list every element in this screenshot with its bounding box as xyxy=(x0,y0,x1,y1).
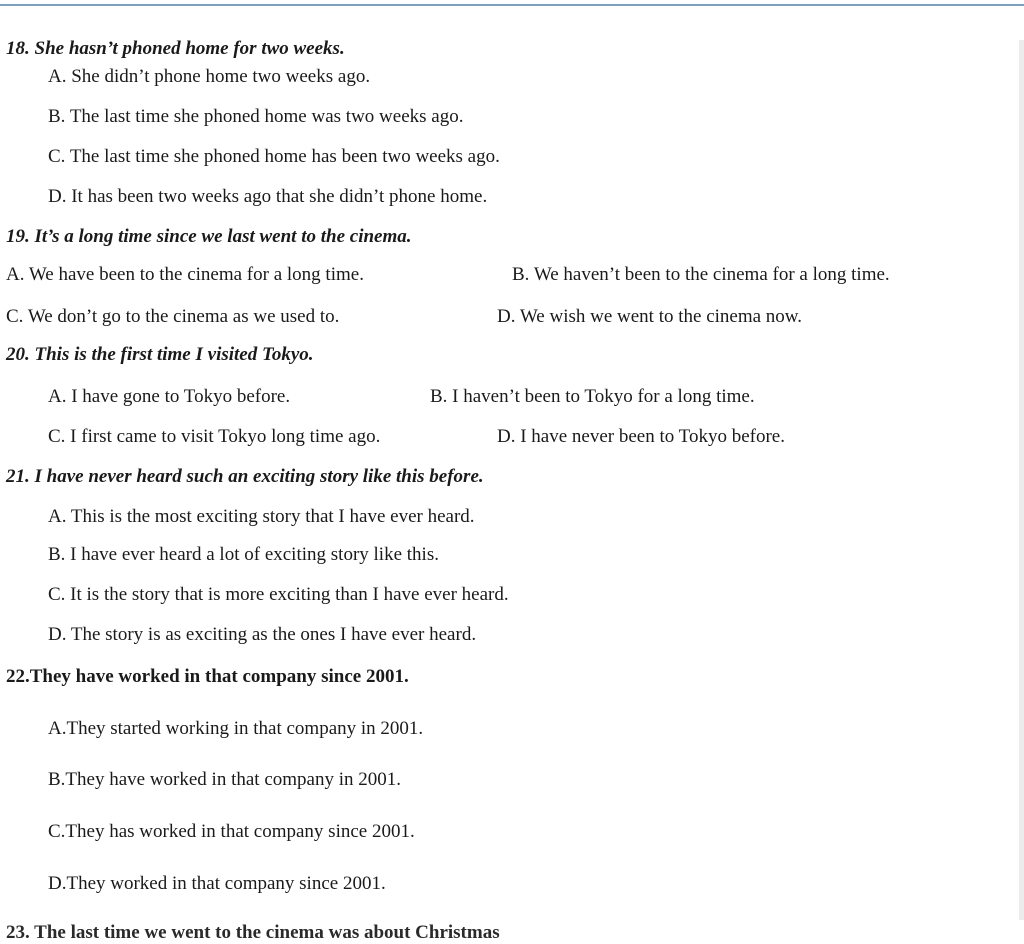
question-21-option-a: A. This is the most exciting story that I have ever heard. xyxy=(48,506,475,527)
question-19-option-b: B. We haven’t been to the cinema for a long time. xyxy=(512,264,890,285)
question-19-option-a: A. We have been to the cinema for a long time. xyxy=(6,264,364,285)
question-18-option-d: D. It has been two weeks ago that she didn’t phone home. xyxy=(48,186,488,207)
question-21-option-b: B. I have ever heard a lot of exciting story like this. xyxy=(48,544,439,565)
question-18-option-a: A. She didn’t phone home two weeks ago. xyxy=(48,66,371,87)
question-18-option-b: B. The last time she phoned home was two weeks ago. xyxy=(48,106,464,127)
question-20-option-b: B. I haven’t been to Tokyo for a long time. xyxy=(430,386,755,407)
question-20-option-d: D. I have never been to Tokyo before. xyxy=(497,426,785,447)
question-21-option-c: C. It is the story that is more exciting than I have ever heard. xyxy=(48,584,509,605)
question-20-prompt: 20. This is the first time I visited Tokyo. xyxy=(6,344,314,365)
question-21-option-d: D. The story is as exciting as the ones I have ever heard. xyxy=(48,624,477,645)
question-19-prompt: 19. It’s a long time since we last went to the cinema. xyxy=(6,226,412,247)
question-18-prompt: 18. She hasn’t phoned home for two weeks. xyxy=(6,38,345,59)
question-22-option-d: D.They worked in that company since 2001. xyxy=(48,873,386,894)
question-18-option-c: C. The last time she phoned home has been two weeks ago. xyxy=(48,146,500,167)
next-question-cut-off-text: 23. The last time we went to the cinema was about Christmas xyxy=(6,922,500,943)
question-22-option-b: B.They have worked in that company in 2001. xyxy=(48,769,402,790)
question-20-option-c: C. I first came to visit Tokyo long time ago. xyxy=(48,426,381,447)
question-19-option-d: D. We wish we went to the cinema now. xyxy=(497,306,803,327)
question-20-option-a: A. I have gone to Tokyo before. xyxy=(48,386,291,407)
right-page-edge xyxy=(1019,40,1024,920)
next-question-cut-off xyxy=(0,918,600,943)
question-22-prompt: 22.They have worked in that company since 2001. xyxy=(6,666,409,687)
top-border-line xyxy=(0,4,1024,6)
question-19-option-c: C. We don’t go to the cinema as we used to. xyxy=(6,306,340,327)
question-22-option-a: A.They started working in that company in 2001. xyxy=(48,718,424,739)
question-22-option-c: C.They has worked in that company since 2001. xyxy=(48,821,415,842)
question-21-prompt: 21. I have never heard such an exciting story like this before. xyxy=(6,466,484,487)
